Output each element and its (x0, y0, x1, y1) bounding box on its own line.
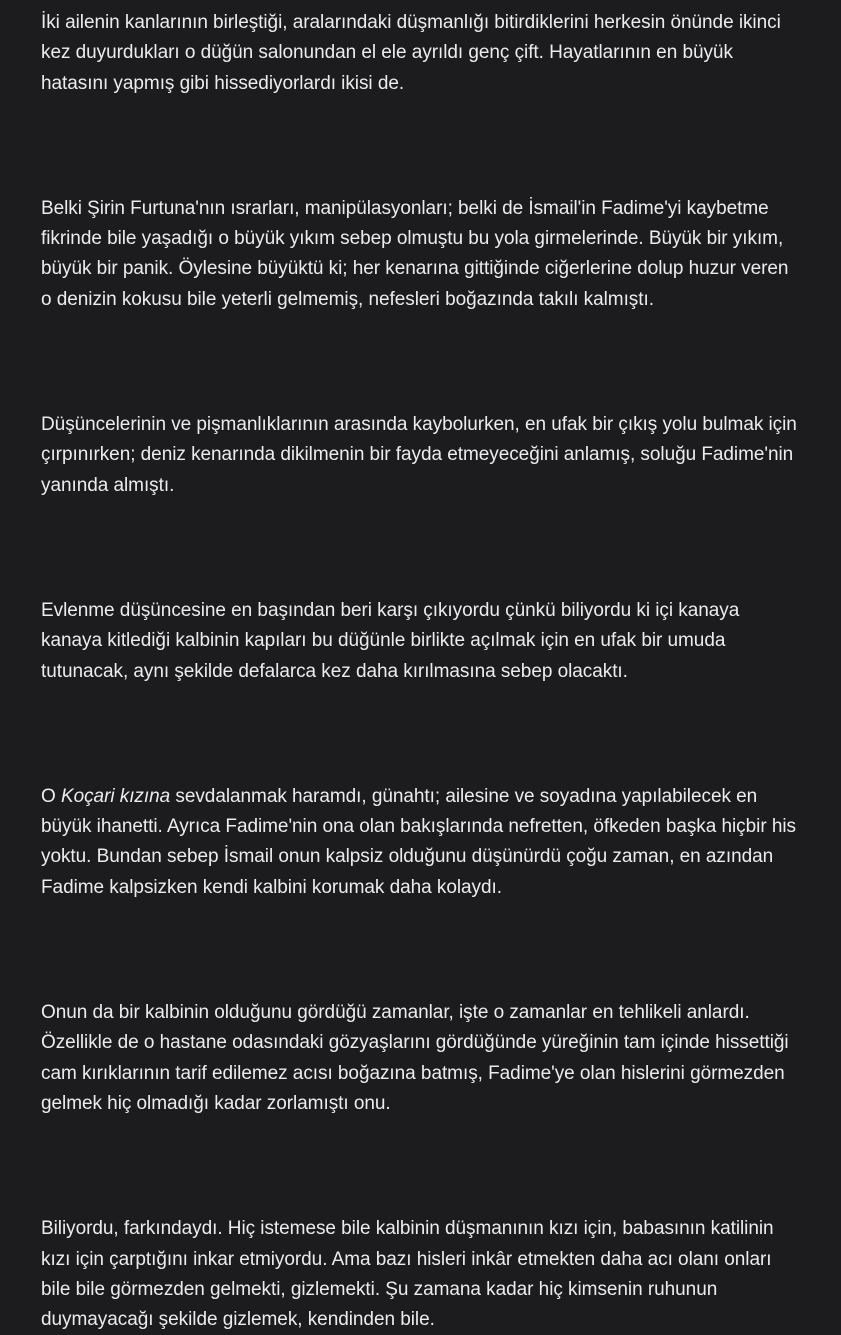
paragraph-5-italic: Koçari kızına (60, 785, 171, 807)
paragraph-2: Belki Şirin Furtuna'nın ısrarları, manipülasyonları; belki de İsmail'in Fadime'yi kaybetme fikrinde bile yaşadığı o büyük yıkım sebep olmuştu bu yola girmelerinde. Büyük bir yıkım, büyük bir panik. Öylesine büyüktü ki; her kenarına gittiğinde ciğerlerine dolup huzur veren o denizin kokusu bile yeterli gelmemiş, nefesleri boğazında takılı kalmıştı. (41, 197, 789, 310)
paragraph-5-lead: O (41, 785, 61, 807)
paragraph-5 (41, 782, 803, 903)
paragraph-6: Onun da bir kalbinin olduğunu gördüğü zamanlar, işte o zamanlar en tehlikeli anlardı. Özellikle de o hastane odasındaki gözyaşlarını gördüğünde yüreğinin tam içinde hissettiği cam kırıklarının tarif edilemez acısı boğazına batmış, Fadime'ye olan hislerini görmezden gelmek hiç olmadığı kadar zorlamıştı onu. (41, 1002, 789, 1114)
paragraph-3: Düşüncelerinin ve pişmanlıklarının arasında kaybolurken, en ufak bir çıkış yolu bulmak için çırpınırken; deniz kenarında dikilmenin bir fayda etmeyeceğini anlamış, soluğu Fadime'nin yanında almıştı. (41, 414, 797, 496)
paragraph-5-text: sevdalanmak haramdı, günahtı; ailesine ve soyadına yapılabilecek en büyük ihanetti. Ayrıca Fadime'nin ona olan bakışlarında nefretten, öfkeden başka hiçbir his yoktu. Bundan sebep İsmail onun kalpsiz olduğunu düşünürdü çoğu zaman, en azından Fadime kalpsizken kendi kalbini korumak daha kolaydı. (41, 785, 796, 898)
paragraph-7: Biliyordu, farkındaydı. Hiç istemese bile kalbinin düşmanının kızı için, babasının katilinin kızı için çarptığını inkar etmiyordu. Ama bazı hisleri inkâr etmekten daha acı olanı onları bile bile görmezden gelmekti, gizlemekti. Şu zamana kadar hiç kimsenin ruhunun duymayacağı şekilde gizlemek, kendinden bile. (41, 1218, 774, 1331)
paragraph-1: İki ailenin kanlarının birleştiği, aralarındaki düşmanlığı bitirdiklerini herkesin önünde ikinci kez duyurdukları o düğün salonundan el ele ayrıldı genç çift. Hayatlarının en büyük hatasını yapmış gibi hissediyorlardı ikisi de. (41, 12, 781, 94)
paragraph-4: Evlenme düşüncesine en başından beri karşı çıkıyordu çünkü biliyordu ki içi kanaya kanaya kitlediği kalbinin kapıları bu düğünle birlikte açılmak için en ufak bir umuda tutunacak, aynı şekilde defalarca kez daha kırılmasına sebep olacaktı. (41, 599, 740, 682)
